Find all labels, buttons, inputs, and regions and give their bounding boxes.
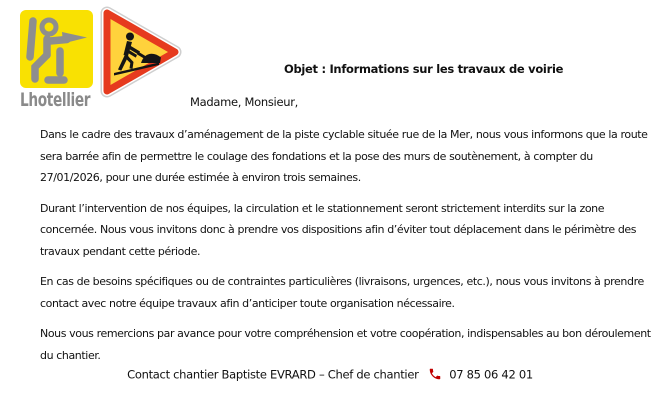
- subject-line: Objet : Informations sur les travaux de voirie: [284, 62, 564, 76]
- paragraph-works-announcement: Dans le cadre des travaux d’aménagement de la piste cyclable située rue de la Mer, nous vous informons que la route sera barrée afin de permettre le coulage des fondations et la pose des murs de soutènement, à compter du 27/01/2026, pour une durée estimée à environ trois semaines.: [40, 128, 648, 184]
- salutation: Madame, Monsieur,: [190, 95, 298, 109]
- roadworks-triangle-icon: [99, 5, 183, 99]
- contact-phone-number: 07 85 06 42 01: [449, 367, 533, 382]
- contact-text: Contact chantier Baptiste EVRARD – Chef de chantier: [127, 367, 419, 382]
- lhotellier-wordmark: Lhotellier: [20, 89, 91, 111]
- lhotellier-logo: [20, 10, 100, 111]
- contact-footer: [0, 367, 660, 382]
- phone-receiver-icon: [428, 367, 442, 381]
- paragraph-thanks: Nous vous remercions par avance pour votre compréhension et votre coopération, indispensables au bon déroulement du chantier.: [40, 327, 651, 362]
- lhotellier-figure-icon: [20, 10, 93, 88]
- paragraph-traffic-restrictions: Durant l’intervention de nos équipes, la circulation et le stationnement seront strictement interdits sur la zone concernée. Nous vous invitons donc à prendre vos dispositions afin d’éviter tout déplacement dans le périmètre des travaux pendant cette période.: [40, 201, 637, 258]
- letter-body: [40, 124, 652, 375]
- paragraph-specific-needs: En cas de besoins spécifiques ou de contraintes particulières (livraisons, urgences, etc.), nous vous invitons à prendre contact avec notre équipe travaux afin d’anticiper toute organisation nécessaire.: [40, 275, 644, 310]
